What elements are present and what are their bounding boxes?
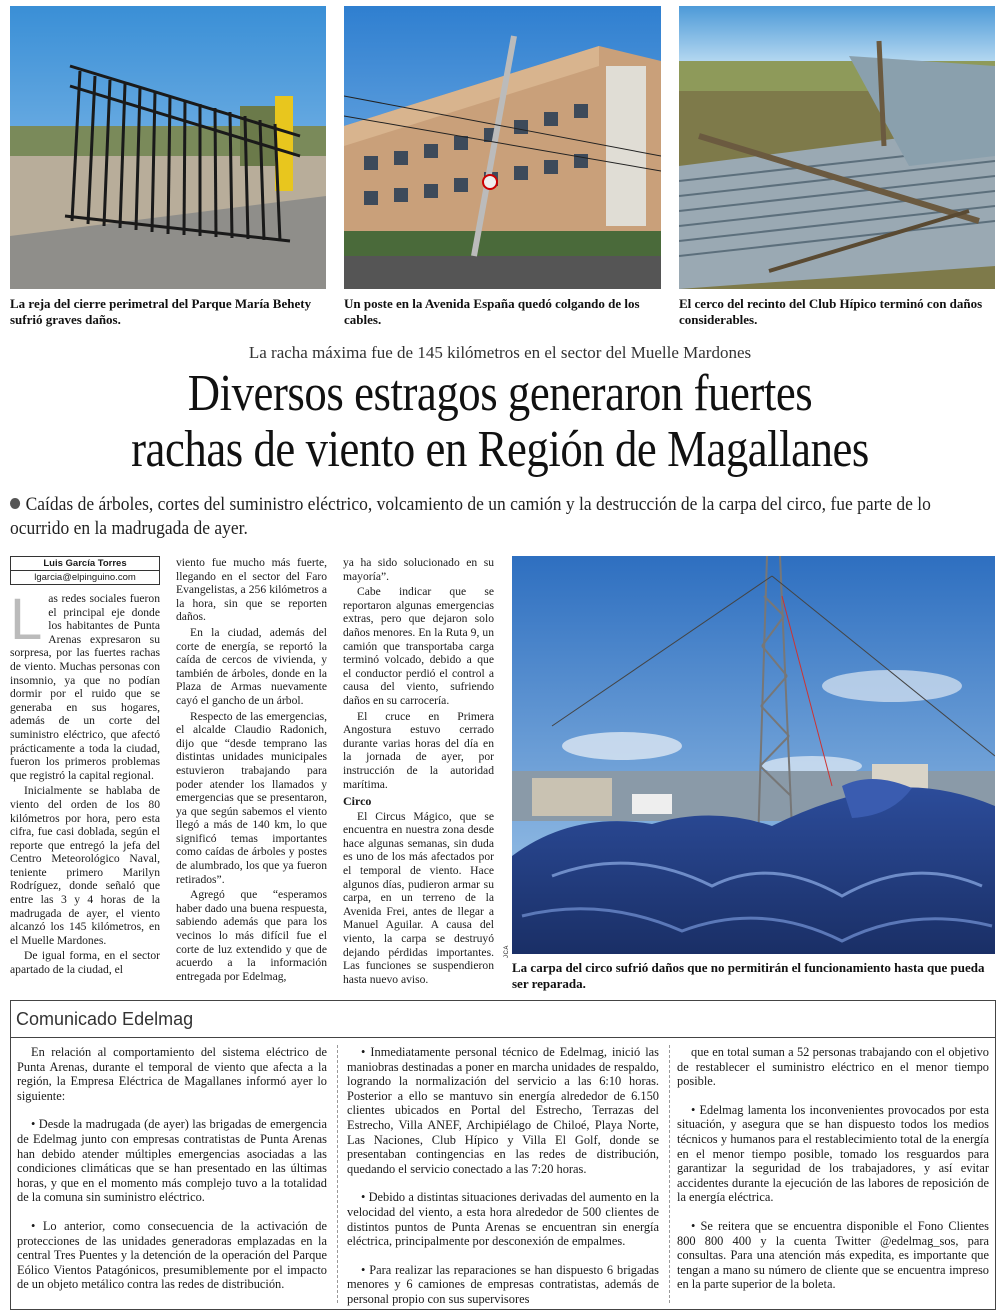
divider [11,1037,995,1038]
comunicado-paragraph: • Para realizar las reparaciones se han dispuesto 6 brigadas menores y 6 camiones de empresas contratistas, además de personal propio con sus supervisores [347,1262,659,1306]
divider [337,1045,338,1303]
comunicado-column-1 [17,1045,327,1306]
comunicado-paragraph: En relación al comportamiento del sistema eléctrico de Punta Arenas, durante el temporal de viento que afecta a la región, la Empresa Eléctrica de Magallanes informó ayer lo siguiente: [17,1045,327,1103]
headline-line-1: Diversos estragos generaron fuertes [187,365,813,422]
article-paragraph: Respecto de las emergencias, el alcalde Claudio Radonich, dijo que “desde temprano las distintas unidades municipales estuvieron trabajando para poder atender los llamados y emergencias que se presentaron, ya que según sabemos el viento llegó a más de 140 km, lo que significó temas importantes como caídas de árboles y postes de alumbrado, los que ya fueron retirados”. [176,709,327,886]
deck-text: Caídas de árboles, cortes del suministro eléctrico, volcamiento de un camión y la destrucción de la carpa del circo, fue parte de lo ocurrido en la madrugada de ayer. [10,494,931,539]
photo-caption-pole: Un poste en la Avenida España quedó colgando de los cables. [344,296,640,327]
article-column-3 [343,556,494,988]
article-column-2 [176,556,327,985]
photo-credit: MUNICIPALIDAD [3,230,9,284]
article-paragraph: El Circus Mágico, que se encuentra en nuestra zona desde hace algunas semanas, sin duda es uno de los más afectados por el temporal de viento. Hace algunos días, pudieron armar su carpa, en un terreno de la Avenida Frei, antes de llegar a Manuel Aguilar. A causa del viento, la carpa se destruyó dejando pérdidas importantes. Las funciones se suspendieron hasta nuevo aviso. [343,809,494,986]
photo-caption-circus: La carpa del circo sufrió daños que no permitirán el funcionamiento hasta que pueda ser reparada. [512,960,985,991]
byline [10,556,160,585]
comunicado-paragraph: • Desde la madrugada (de ayer) las brigadas de emergencia de Edelmag junto con empresas contratistas de Punta Arenas han debido atender múltiples emergencias asociadas a las condiciones climáticas que se han presentado en las últimas horas, y que en el momento más complejo tuvo a la totalidad de la comuna sin suministro eléctrico. [17,1117,327,1205]
comunicado-paragraph: • Se reitera que se encuentra disponible el Fono Clientes 800 800 400 y la cuenta Twitter @edelmag_sos, para consultas. Para una atención más expedita, es importante que tengan a mano su número de cliente que se encuentra impreso en la parte superior de la boleta. [677,1218,989,1292]
photo-credit: JCA [504,945,510,958]
article-paragraph: viento fue mucho más fuerte, llegando en el sector del Faro Evangelistas, a 256 kilómetros a la hora, sin que se reporten daños. [176,556,327,624]
article-paragraph: De igual forma, en el sector apartado de la ciudad, el [10,949,160,977]
comunicado-paragraph: • Edelmag lamenta los inconvenientes provocados por esta situación, y asegura que se han dispuesto todos los medios técnicos y humanos para el restablecimiento total de la energía en el menor tiempo posible, tomado los resguardos para garantizar la seguridad de los trabajadores, y así evitar accidentes durante la ejecución de las labores de reposición de la energía eléctrica. [677,1102,989,1205]
article-subhead: Circo [343,794,372,809]
photo-hipico [679,6,995,289]
article-paragraph: El cruce en Primera Angostura estuvo cerrado durante varias horas del día en la jornada de ayer, por instrucción de la autoridad marítima. [343,709,494,791]
article-paragraph: Inicialmente se hablaba de viento del orden de los 80 kilómetros por hora, pero esta cifra, fue casi doblada, según el reporte que entregó la jefa del Centro Meteorológico Naval, teniente primero Marilyn Rodríguez, donde señaló que entre las 3 y 4 horas de la madrugada de ayer, el viento alcanzó los 145 kilómetros, en el Muelle Mardones. [10,784,160,947]
comunicado-title: Comunicado Edelmag [16,1009,194,1029]
article-deck [10,493,993,541]
photo-fence [10,6,326,289]
article-paragraph: Las redes sociales fueron el principal eje donde los habitantes de Punta Arenas expresaron su sorpresa, por las fuertes rachas de viento. Muchas personas con insomnio, ya que no podían dormir por el ruido que se generaba en sus hogares, además de un corte del suministro eléctrico, que afectó prácticamente a toda la ciudad, fueron los primeros problemas que registró la capital regional. [10,587,160,782]
article-headline [70,366,930,478]
byline-email: lgarcia@elpinguino.com [34,572,136,583]
comunicado-paragraph: • Lo anterior, como consecuencia de la activación de protecciones de las unidades generadoras emplazadas en la central Tres Puentes y la detención de la operación del Parque Eólico Vientos Patagónicos, presumiblemente por el impacto de un objeto metálico contra las redes de distribución. [17,1218,327,1292]
comunicado-paragraph: que en total suman a 52 personas trabajando con el objetivo de restablecer el suministro eléctrico en el menor tiempo posible. [677,1045,989,1089]
article-paragraph: Agregó que “esperamos haber dado una buena respuesta, sabiendo además que para los vecinos lo más difícil fue el corte de luz extendido y que de acuerdo a la información entregada por Edelmag, [176,888,327,983]
article-paragraph: Cabe indicar que se reportaron algunas emergencias extras, pero que dejaron solo daños menores. En la Ruta 9, un camión que transportaba carga terminó volcado, debido a que el conductor perdió el control a causa del viento, sufriendo daños en su carrocería. [343,585,494,707]
article-paragraph: ya ha sido solucionado en su mayoría”. [343,556,494,583]
article-column-1 [10,587,160,979]
comunicado-box [10,1000,996,1310]
photo-caption-hipico: El cerco del recinto del Club Hípico terminó con daños considerables. [679,296,983,327]
article-kicker: La racha máxima fue de 145 kilómetros en el sector del Muelle Mardones [248,343,752,362]
divider [669,1045,670,1303]
bullet-icon [10,498,20,509]
photo-pole [344,6,661,289]
headline-line-2: rachas de viento en Región de Magallanes [131,421,869,478]
comunicado-paragraph: • Inmediatamente personal técnico de Edelmag, inició las maniobras destinadas a poner en marcha unidades de respaldo, logrando la normalización del servicio a las 6:10 horas. Posterior a ello se mantuvo sin energía alrededor de 6.150 clientes ubicados en Portal del Estrecho, Terrazas del Estrecho, Villa ANEF, Archipiélago de Chiloé, Playa Norte, Las Naciones, Club Hípico y Villa El Golf, donde se presentaban contingencias en las redes de distribución, quedando el servicio conectado a las 7:20 horas. [347,1045,659,1176]
article-paragraph: En la ciudad, además del corte de energía, se reportó la caída de cercos de vivienda, y también de árboles, donde en la Plaza de Armas nuevamente cayó el gancho de un árbol. [176,625,327,707]
byline-name: Luis García Torres [11,557,159,571]
photo-credit: MUNICIPALIDAD [337,230,343,284]
photo-circus [512,556,995,954]
drop-cap: L [10,587,43,652]
photo-credit: MUNICIPALIDAD [672,230,678,284]
comunicado-column-2 [347,1045,659,1313]
comunicado-column-3 [677,1045,989,1306]
photo-caption-fence: La reja del cierre perimetral del Parque María Behety sufrió graves daños. [10,296,312,327]
comunicado-paragraph: • Debido a distintas situaciones derivadas del aumento en la velocidad del viento, a esta hora alrededor de 500 clientes de distintos puntos de Punta Arenas se encuentran sin energía eléctrica, principalmente por desconexión de empalmes. [347,1190,659,1249]
